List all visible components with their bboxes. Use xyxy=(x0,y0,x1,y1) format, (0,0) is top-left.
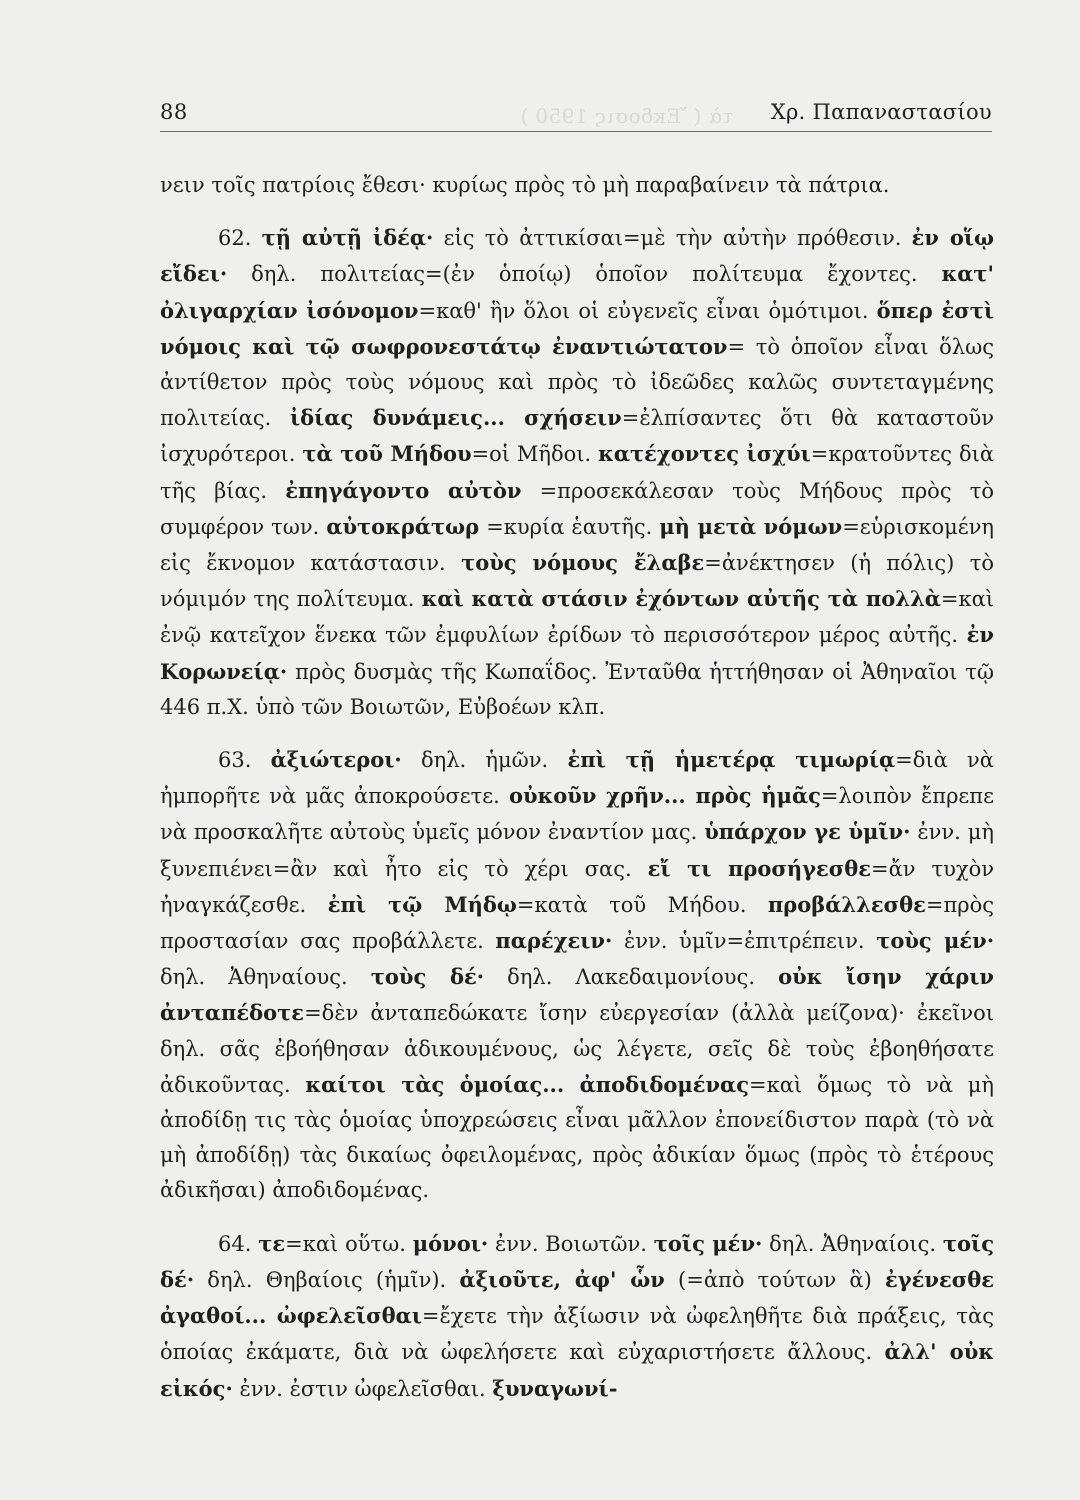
gloss: δηλ. πολιτείας=(ἐν ὁποίῳ) ὁποῖον πολίτευμα ἔχοντες. xyxy=(227,262,942,287)
gloss: =ἔχετε τὴν ἀξίωσιν νὰ ὠφεληθῆτε διὰ πράξεις, τὰς ὁποίας ἐκάματε, διὰ νὰ ὠφελήσετε καὶ εὐχαριστήσετε ἄλλους. xyxy=(160,1304,994,1365)
lemma: ἐν οἵῳ εἴδει· xyxy=(160,225,994,287)
gloss: =διὰ νὰ ἠμπορῆτε νὰ μᾶς ἀποκρούσετε. xyxy=(160,748,994,809)
gloss: δηλ. Ἀθηναίοις. xyxy=(762,1231,943,1256)
gloss: =καθ' ἣν ὅλοι οἱ εὐγενεῖς εἶναι ὁμότιμοι. xyxy=(418,298,877,323)
gloss: =δὲν ἀνταπεδώκατε ἴσην εὐεργεσίαν (ἀλλὰ μείζονα)· ἐκεῖνοι δηλ. σᾶς ἐβοήθησαν ἀδικουμένους, ὡς λέγετε, σεῖς δὲ τοὺς ἐβοηθήσατε ἀδικοῦντας. xyxy=(160,1001,994,1097)
gloss: =κατὰ τοῦ Μήδου. xyxy=(516,892,768,917)
paragraph-number: 62. xyxy=(218,226,252,251)
lemma: τοὺς μέν· xyxy=(876,928,995,954)
gloss: δηλ. ἡμῶν. xyxy=(401,748,568,773)
lemma: ὅπερ ἐστὶ νόμοις καὶ τῷ σωφρονεστάτῳ ἐναντιώτατον xyxy=(160,297,994,359)
lemma: κατ' ὀλιγαρχίαν ἰσόνομον xyxy=(160,261,994,323)
gloss: =ἀνέκτησεν (ἡ πόλις) τὸ νόμιμόν της πολίτευμα. xyxy=(160,551,994,612)
lemma: ἀξιώτεροι· xyxy=(270,747,402,773)
gloss: =καὶ ὅμως τὸ νὰ μὴ ἀποδίδῃ τις τὰς ὁμοίας ὑποχρεώσεις εἶναι μᾶλλον ἐπονείδιστον παρὰ (τὸ νὰ μὴ ἀποδίδῃ) τὰς δικαίως ὀφειλομένας, πρὸς ἀδικίαν ὅμως (πρὸς τὸ ἑτέρους ἀδικῆσαι) ἀποδιδομένας. xyxy=(160,1072,994,1203)
lemma: ἀξιοῦτε, ἀφ' ὧν xyxy=(459,1266,665,1292)
gloss: =ἄν τυχὸν ἠναγκάζεσθε. xyxy=(160,856,994,917)
lemma: ἐγένεσθε ἀγαθοί... ὠφελεῖσθαι xyxy=(160,1266,995,1329)
lemma: ἐπὶ τῇ ἡμετέρᾳ τιμωρίᾳ xyxy=(567,747,896,773)
lemma: αὐτοκράτωρ xyxy=(326,513,480,539)
gloss: (=ἀπὸ τούτων ἃ) xyxy=(664,1267,886,1292)
gloss: ἐνν. ἐστιν ὠφελεῖσθαι. xyxy=(232,1376,493,1401)
gloss: =λοιπὸν ἔπρεπε νὰ προσκαλῆτε αὐτοὺς ὑμεῖς μόνον ἐναντίον μας. xyxy=(160,784,994,845)
gloss: =προσεκάλεσαν τοὺς Μήδους πρὸς τὸ συμφέρον των. xyxy=(160,478,994,539)
gloss: δηλ. Θηβαίοις (ἡμῖν). xyxy=(194,1267,460,1292)
lemma: τε xyxy=(258,1230,286,1256)
gloss: νειν τοῖς πατρίοις ἔθεσι· κυρίως πρὸς τὸ μὴ παραβαίνειν τὰ πάτρια. xyxy=(160,173,890,197)
bleed-through-text: τὰ ( Ἔκδοσις 1950 ) xyxy=(520,104,734,128)
lemma: ἐπηγάγοντο αὐτὸν xyxy=(285,477,522,503)
lemma: ἰδίας δυνάμεις... σχήσειν xyxy=(290,405,622,431)
lemma: καίτοι τὰς ὁμοίας... ἀποδιδομένας xyxy=(305,1071,749,1097)
lemma: τοὺς νόμους ἔλαβε xyxy=(461,550,705,576)
gloss: δηλ. Ἀθηναίους. xyxy=(160,965,371,990)
paragraph-continuation xyxy=(160,168,994,203)
lemma: τοῖς μέν· xyxy=(653,1230,763,1256)
lemma: εἴ τι προσήγεσθε xyxy=(647,855,871,881)
lemma: παρέχειν· xyxy=(495,928,613,954)
lemma: μόνοι· xyxy=(412,1230,489,1256)
paragraph-par-63 xyxy=(160,742,994,1209)
gloss: ἐνν. Βοιωτῶν. xyxy=(488,1231,654,1256)
lemma: ὑπάρχον γε ὑμῖν· xyxy=(704,819,911,845)
gloss: =καὶ οὕτω. xyxy=(285,1231,413,1256)
gloss: εἰς τὸ ἀττικίσαι=μὲ τὴν αὐτὴν πρόθεσιν. xyxy=(433,226,912,251)
running-head: Χρ. Παπαναστασίου xyxy=(770,100,992,124)
gloss: πρὸς δυσμὰς τῆς Κωπαΐδος. Ἐνταῦθα ἡττήθησαν οἱ Ἀθηναῖοι τῷ 446 π.Χ. ὑπὸ τῶν Βοιωτῶν, Εὐβοέων κλπ. xyxy=(160,659,994,719)
commentary-text xyxy=(160,168,994,1407)
gloss: δηλ. Λακεδαιμονίους. xyxy=(484,965,779,990)
lemma: μὴ μετὰ νόμων xyxy=(659,513,843,539)
lemma: τοὺς δέ· xyxy=(370,964,485,990)
lemma: τοῖς δέ· xyxy=(160,1230,995,1292)
gloss: =καὶ ἐνῷ κατεῖχον ἕνεκα τῶν ἐμφυλίων ἐρίδων τὸ περισσότερον μέρος αὐτῆς. xyxy=(160,587,995,648)
gloss: = τὸ ὁποῖον εἶναι ὅλως ἀντίθετον πρὸς τοὺς νόμους καὶ πρὸς τὸ ἰδεῶδες καλῶς συντεταγμένης πολιτείας. xyxy=(160,334,995,431)
header-rule xyxy=(160,131,992,132)
lemma: ἐν Κορωνείᾳ· xyxy=(160,622,994,684)
gloss: =εὑρισκομένη εἰς ἔκνομον κατάστασιν. xyxy=(160,514,994,576)
lemma: ξυναγωνί- xyxy=(492,1375,618,1401)
gloss: ἐνν. μὴ ξυνεπιένει=ἂν καὶ ἦτο εἰς τὸ χέρι σας. xyxy=(160,820,994,881)
page-header xyxy=(160,100,992,130)
paragraph-par-62 xyxy=(160,220,994,725)
lemma: τὰ τοῦ Μήδου xyxy=(302,441,472,467)
gloss: =κρατοῦντες διὰ τῆς βίας. xyxy=(160,442,994,503)
lemma: ἐπὶ τῷ Μήδῳ xyxy=(327,891,517,917)
gloss: =οἱ Μῆδοι. xyxy=(471,442,599,467)
lemma: καὶ κατὰ στάσιν ἐχόντων αὐτῆς τὰ πολλὰ xyxy=(421,586,941,612)
gloss: ἐνν. ὑμῖν=ἐπιτρέπειν. xyxy=(612,929,877,954)
paragraph-number: 63. xyxy=(218,748,252,773)
paragraph-number: 64. xyxy=(218,1231,252,1256)
page-number: 88 xyxy=(160,100,188,124)
gloss: =κυρία ἑαυτῆς. xyxy=(479,514,660,539)
gloss: =πρὸς προστασίαν σας προβάλλετε. xyxy=(160,892,994,954)
lemma: τῇ αὐτῇ ἰδέᾳ· xyxy=(261,225,434,251)
lemma: κατέχοντες ἰσχύι xyxy=(598,441,811,467)
lemma: οὐκοῦν χρῆν... πρὸς ἡμᾶς xyxy=(508,783,821,809)
lemma: οὐκ ἴσην χάριν ἀνταπέδοτε xyxy=(160,964,994,1026)
lemma: ἀλλ' οὐκ εἰκός· xyxy=(160,1339,994,1401)
paragraph-par-64 xyxy=(160,1226,994,1407)
lemma: προβάλλεσθε xyxy=(767,891,926,917)
gloss: =ἐλπίσαντες ὅτι θὰ καταστοῦν ἰσχυρότεροι. xyxy=(160,406,995,467)
